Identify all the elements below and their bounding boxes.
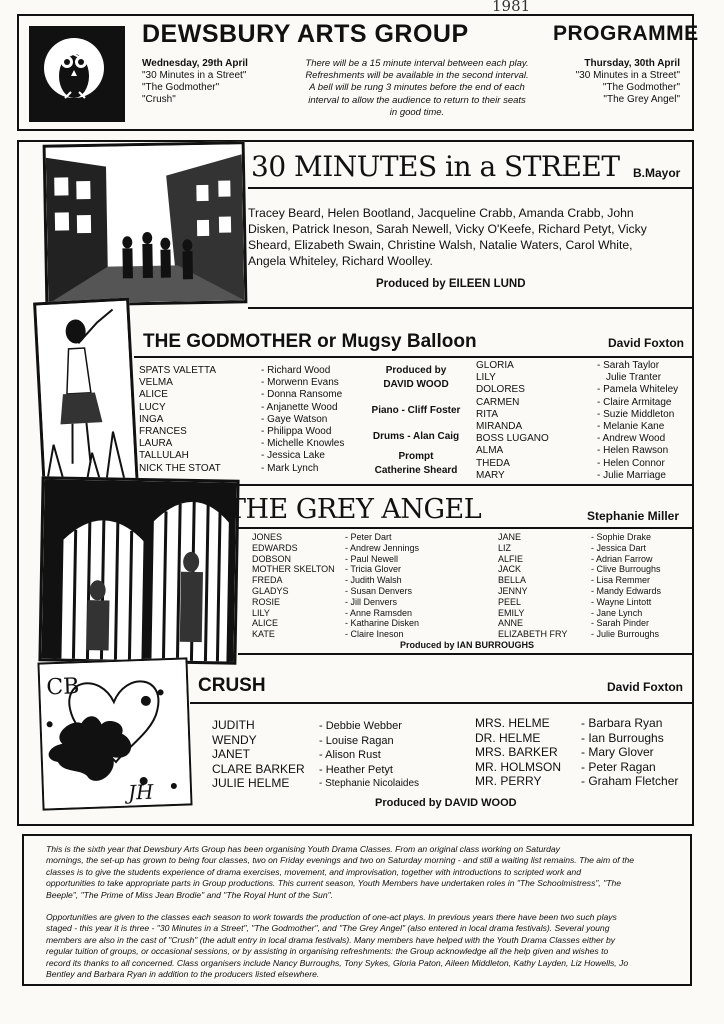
note-line: A bell will be rung 3 minutes before the end of each [309, 82, 525, 94]
para-line: staged - this year it is three - "30 Minutes in a Street", "The Godmother", and "The Grey Angel" (also entered in local drama festivals). Several young [46, 923, 610, 934]
para-line: mornings, the set-up has grown to being four classes, two on Friday evenings and two on Saturday morning - and still a waiting list remains. The aim of the [46, 855, 635, 866]
play1-title: 30 MINUTES in a STREET [251, 150, 620, 183]
note-line: in good time. [389, 106, 445, 118]
role: FREDA [252, 575, 283, 586]
role: EMILY [498, 607, 525, 618]
role: BOSS LUGANO [476, 433, 549, 445]
play4-title: CRUSH [198, 675, 266, 696]
para-line: Beeple", "The Prime of Miss Jean Brodie" and "The Royal Hunt of the Sun". [46, 889, 334, 900]
role: CARMEN [476, 396, 520, 408]
actor: - Alison Rust [319, 749, 381, 761]
play4-actors-right [581, 716, 678, 789]
role: FRANCES [139, 426, 187, 438]
role: CLARE BARKER [212, 761, 305, 776]
role: JANET [212, 747, 251, 761]
actor: - Wayne Lintott [591, 596, 652, 607]
role: ALFIE [498, 553, 524, 564]
actor: - Mark Lynch [261, 462, 319, 474]
play3-actors-right [591, 532, 661, 640]
role: GLADYS [252, 585, 289, 596]
wednesday-date: Wednesday, 29th April [142, 58, 248, 69]
role: INGA [139, 413, 164, 425]
play4-roles-right [475, 716, 561, 789]
role: MRS. HELME [475, 716, 550, 730]
thursday-block [576, 58, 680, 106]
play4-producer: Produced by DAVID WOOD [375, 797, 517, 809]
role: LIZ [498, 542, 512, 553]
role: JULIE HELME [212, 776, 290, 790]
para-line: This is the sixth year that Dewsbury Arts Group has been organising Youth Drama Classes. From an original class working on Saturday [46, 844, 560, 854]
role: MRS. BARKER [475, 745, 558, 759]
role: RITA [476, 408, 499, 420]
credit-line: Prompt [398, 451, 434, 462]
play3-actors-left [345, 532, 419, 640]
prison-illustration [38, 476, 239, 664]
play3-title: THE GREY ANGEL [228, 494, 482, 525]
role: ALICE [252, 618, 279, 629]
role: LILY [252, 607, 270, 618]
actor: - Gaye Watson [261, 413, 328, 425]
play3-producer: Produced by IAN BURROUGHS [400, 640, 535, 650]
actor: - Peter Ragan [581, 759, 656, 774]
wednesday-block [142, 58, 248, 106]
actor: - Suzie Middleton [597, 408, 675, 420]
role: DR. HELME [475, 730, 541, 745]
group-title: DEWSBURY ARTS GROUP [142, 20, 469, 48]
para-line: classes is to give the students experience of drama exercises, movement, and improvisation, together with introductions to scripted work and [46, 866, 581, 877]
actor: - Morwenn Evans [261, 377, 339, 389]
wednesday-play: "30 Minutes in a Street" [142, 70, 247, 81]
role: JENNY [498, 585, 528, 596]
actor: - Claire Ineson [345, 629, 404, 640]
actor: - Adrian Farrow [591, 553, 653, 564]
owl-icon [29, 26, 125, 122]
play3-roles-right [498, 532, 567, 640]
play4-actors-left [319, 719, 419, 792]
actor: - Sarah Taylor [597, 360, 660, 371]
role: MARY [476, 469, 505, 481]
play3-author: Stephanie Miller [587, 509, 680, 523]
play2-credits [364, 364, 468, 478]
role: WENDY [212, 732, 257, 747]
credit-line: DAVID WOOD [383, 379, 449, 390]
play2-actors-right [597, 360, 678, 482]
role: JACK [498, 564, 522, 575]
flapper-illustration [33, 298, 139, 493]
actor: - Philippa Wood [261, 426, 332, 438]
footer-para1 [46, 844, 674, 901]
play2-roles-left [139, 365, 221, 475]
wednesday-play: "The Godmother" [142, 82, 220, 93]
actor: - Richard Wood [261, 365, 331, 376]
role: ANNE [498, 618, 524, 629]
play2-author: David Foxton [608, 336, 685, 350]
crush-letters-top: CB [45, 674, 80, 701]
street-illustration [43, 141, 248, 307]
footer-para2 [46, 912, 674, 980]
thursday-date: Thursday, 30th April [584, 58, 680, 69]
divider [238, 653, 693, 655]
play3-roles-left [252, 532, 335, 640]
actor: - Stephanie Nicolaides [319, 778, 420, 789]
actor: - Judith Walsh [345, 575, 402, 586]
para-line: members are also in the cast of "Crush" (the adult entry in local drama festivals). Many members have helped with the Youth Drama Classes either by [46, 934, 616, 945]
note-line: interval to allow the audience to return to their seats [308, 94, 526, 106]
role: ROSIE [252, 596, 281, 607]
header-box [17, 14, 699, 131]
actor: - Ian Burroughs [581, 730, 664, 745]
actor: - Helen Connor [597, 457, 665, 469]
actor: - Anjanette Wood [261, 401, 338, 413]
thursday-play: "The Godmother" [602, 82, 680, 93]
divider [134, 356, 693, 358]
owl-logo [29, 26, 125, 122]
role: KATE [252, 629, 275, 640]
actor: - Jill Denvers [345, 596, 398, 607]
role: JUDITH [212, 718, 255, 732]
play1-cast [248, 205, 647, 269]
actor: - Melanie Kane [597, 421, 665, 433]
role: DOBSON [252, 553, 292, 564]
actor: Julie Tranter [606, 372, 662, 384]
actor: - Katharine Disken [345, 618, 420, 629]
wednesday-play: "Crush" [142, 94, 176, 105]
cast-line: Sheard, Elizabeth Swain, Christine Walsh, Natalie Waters, Carol White, [248, 238, 633, 252]
actor: - Mandy Edwards [591, 585, 662, 596]
actor: - Anne Ramsden [345, 607, 413, 618]
para-line: opportunities to take appropriate parts in Group productions. This current season, Youth Members have undertaken roles in "The Schoolmistress", "The [46, 878, 622, 889]
play2-actors-left [261, 365, 344, 475]
para-line: record its thanks to all concerned. Class organisers include Nancy Burroughs, Tony Sykes, Gloria Paton, Aileen Middleton, Kathy Layden, Liz Howells, Jo [46, 957, 629, 968]
actor: - Tricia Glover [345, 564, 402, 575]
role: LUCY [139, 401, 166, 413]
role: VELMA [139, 377, 173, 389]
actor: - Andrew Jennings [345, 542, 420, 553]
role: NICK THE STOAT [139, 462, 221, 474]
actor: - Julie Marriage [597, 469, 666, 481]
actor: - Debbie Webber [319, 720, 402, 732]
actor: - Barbara Ryan [581, 716, 663, 730]
role: THEDA [476, 457, 510, 469]
role: JONES [252, 532, 283, 542]
para-line: Bentley and Barbara Ryan in addition to the producers listed elsewhere. [46, 969, 320, 980]
actor: - Sophie Drake [591, 532, 652, 542]
actor: - Michelle Knowles [261, 438, 345, 450]
play1-author: B.Mayor [633, 166, 681, 180]
play4-author: David Foxton [607, 680, 684, 694]
role: SPATS VALETTA [139, 365, 217, 376]
actor: - Mary Glover [581, 745, 654, 759]
role: EDWARDS [252, 542, 298, 553]
thursday-play: "30 Minutes in a Street" [575, 70, 680, 81]
divider [248, 307, 693, 309]
handwritten-year: 1981 [492, 0, 531, 15]
actor: - Helen Rawson [597, 445, 669, 457]
actor: - Pamela Whiteley [597, 384, 679, 396]
actor: - Graham Fletcher [581, 774, 679, 788]
para-line: regular tuition of groups, or occasional sessions, or by assisting in organising refreshments: the Group acknowledge all the help given and wishes to [46, 946, 609, 957]
actor: - Susan Denvers [345, 585, 413, 596]
credit-line: Catherine Sheard [374, 465, 458, 476]
actor: - Julie Burroughs [591, 629, 660, 640]
note-line: Refreshments will be available in the second interval. [305, 70, 529, 82]
actor: - Jane Lynch [591, 607, 643, 618]
actor: - Louise Ragan [319, 734, 394, 747]
play4-roles-left [212, 718, 305, 791]
footer-box [22, 834, 692, 986]
actor: - Clive Burroughs [591, 564, 661, 575]
actor: - Jessica Dart [591, 542, 647, 553]
divider [238, 527, 693, 529]
actor: - Sarah Pinder [591, 618, 650, 629]
role: ELIZABETH FRY [498, 629, 568, 640]
thursday-play: "The Grey Angel" [603, 94, 680, 105]
role: PEEL [498, 596, 522, 607]
credit-line: Drums - Alan Caig [372, 431, 460, 442]
role: LILY [476, 372, 496, 384]
role: MOTHER SKELTON [252, 564, 335, 575]
role: TALLULAH [139, 450, 189, 462]
actor: - Paul Newell [345, 553, 399, 564]
role: JANE [498, 532, 522, 542]
actor: - Heather Petyt [319, 763, 393, 776]
actor: - Claire Armitage [597, 396, 672, 408]
interval-note [297, 58, 537, 119]
role: DOLORES [476, 384, 525, 396]
note-line: There will be a 15 minute interval between each play. [305, 58, 529, 69]
crush-illustration [37, 657, 192, 810]
credit-line: Piano - Cliff Foster [371, 405, 461, 416]
actor: - Peter Dart [345, 532, 392, 542]
role: MIRANDA [476, 421, 523, 433]
cast-line: Angela Whiteley, Richard Woolley. [248, 254, 433, 268]
cast-line: Tracey Beard, Helen Bootland, Jacqueline Crabb, Amanda Crabb, John [248, 206, 634, 220]
credit-line: Produced by [385, 365, 447, 376]
cast-line: Disken, Patrick Ineson, Sarah Newell, Vicky O'Keefe, Richard Petyt, Vicky [248, 222, 647, 236]
play2-roles-right [476, 360, 549, 482]
role: ALICE [139, 389, 168, 401]
actor: - Donna Ransome [261, 389, 343, 401]
role: MR. HOLMSON [475, 759, 562, 774]
role: MR. PERRY [475, 774, 542, 788]
divider [248, 187, 693, 189]
play2-title: THE GODMOTHER or Mugsy Balloon [143, 331, 477, 352]
actor: - Lisa Remmer [591, 575, 651, 586]
actor: - Jessica Lake [261, 450, 325, 462]
role: BELLA [498, 575, 527, 586]
divider [190, 702, 693, 704]
crush-letters-bottom: JH [127, 779, 154, 805]
para-line: Opportunities are given to the classes each season to work towards the production of one-act plays. In previous years there have been two such plays [46, 912, 617, 922]
role: LAURA [139, 438, 173, 450]
actor: - Andrew Wood [597, 433, 666, 445]
play1-producer: Produced by EILEEN LUND [376, 278, 526, 290]
role: GLORIA [476, 360, 514, 371]
role: ALMA [476, 445, 504, 457]
programme-label: PROGRAMME [553, 22, 699, 45]
